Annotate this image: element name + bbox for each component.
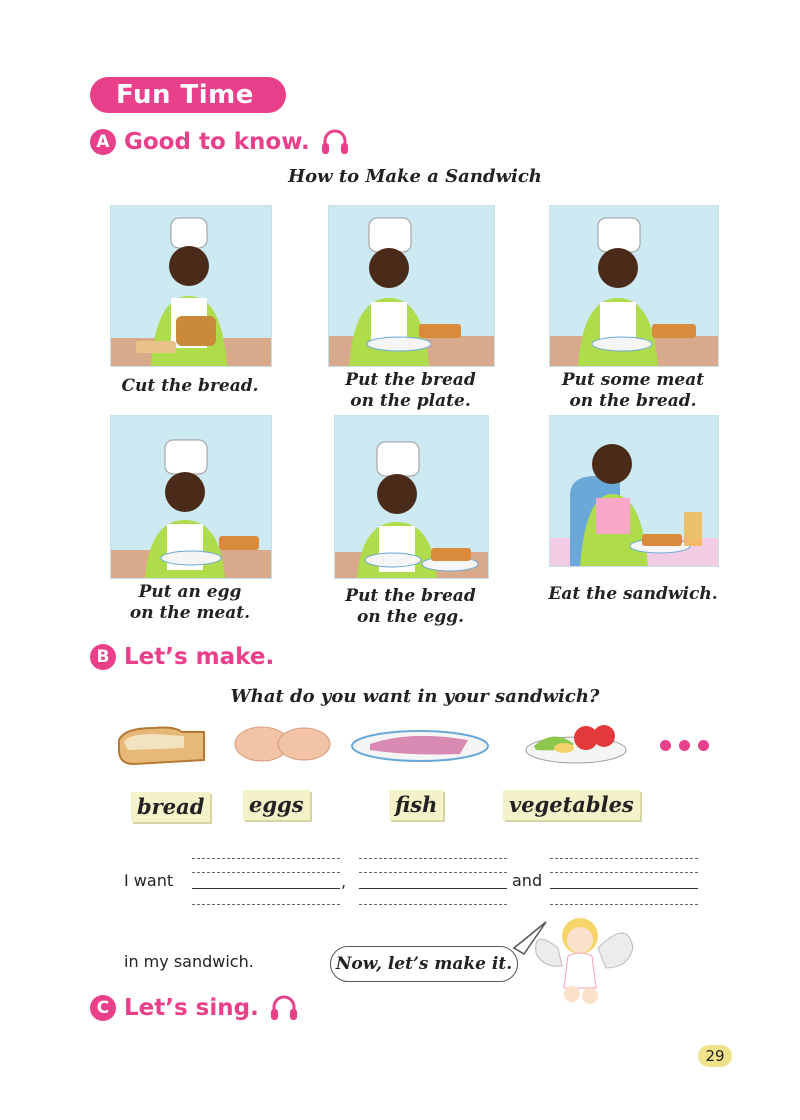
step-caption-2: [318, 370, 503, 412]
section-a-heading: [90, 128, 350, 156]
step-caption-1-line1: Cut the bread.: [121, 376, 259, 396]
section-header-pill: [90, 77, 286, 113]
eggs-image: [232, 724, 332, 764]
section-b-letter: B: [90, 644, 116, 670]
food-label-fish: fish: [389, 790, 443, 820]
headphones-icon[interactable]: [269, 994, 299, 1022]
step-caption-5: [318, 586, 503, 628]
answer-line-3[interactable]: [550, 888, 698, 889]
writing-guide: [359, 858, 507, 859]
page-number: [698, 1045, 732, 1067]
fish-image: [350, 722, 490, 764]
section-a-subtitle: How to Make a Sandwich: [288, 166, 542, 187]
writing-guide: [359, 904, 507, 905]
step-caption-5-line1: Put the bread: [345, 586, 476, 606]
more-dots: [660, 740, 709, 751]
food-label-vegetables: vegetables: [503, 790, 640, 820]
step-caption-1: [100, 376, 280, 397]
step-image-1: [110, 205, 272, 367]
sentence-and: and: [512, 871, 543, 890]
sentence-comma: ,: [341, 872, 347, 891]
step-caption-5-line2: on the egg.: [356, 607, 465, 627]
writing-guide: [192, 904, 340, 905]
step-caption-3-line1: Put some meat: [561, 370, 705, 390]
vegetables-image: [524, 718, 628, 766]
writing-guide: [550, 858, 698, 859]
angel-character: [528, 908, 638, 1008]
section-a-letter: A: [90, 129, 116, 155]
step-caption-6-line1: Eat the sandwich.: [548, 584, 718, 604]
headphones-icon[interactable]: [320, 128, 350, 156]
bread-image: [114, 720, 209, 772]
section-c-letter: C: [90, 995, 116, 1021]
speech-bubble: [330, 946, 518, 982]
section-b-question: What do you want in your sandwich?: [230, 686, 600, 707]
sentence-prefix: I want: [124, 871, 174, 890]
step-caption-4-line2: on the meat.: [129, 603, 251, 623]
step-caption-2-line2: on the plate.: [350, 391, 471, 411]
step-image-3: [549, 205, 719, 367]
step-image-2: [328, 205, 495, 367]
speech-text: Now, let’s make it.: [335, 954, 513, 974]
writing-guide: [550, 904, 698, 905]
step-image-5: [334, 415, 489, 579]
food-label-eggs: eggs: [243, 790, 310, 820]
step-caption-4-line1: Put an egg: [138, 582, 242, 602]
step-image-6: [549, 415, 719, 567]
step-image-4: [110, 415, 272, 579]
step-caption-2-line1: Put the bread: [345, 370, 476, 390]
section-a-title: Good to know.: [124, 129, 310, 155]
writing-guide: [550, 872, 698, 873]
sentence-suffix: in my sandwich.: [124, 952, 254, 971]
answer-line-2[interactable]: [359, 888, 507, 889]
section-c-title: Let’s sing.: [124, 995, 259, 1021]
writing-guide: [192, 858, 340, 859]
step-caption-3: [539, 370, 727, 412]
section-b-title: Let’s make.: [124, 644, 275, 670]
header-title: Fun Time: [116, 80, 254, 110]
section-b-heading: [90, 644, 274, 670]
answer-line-1[interactable]: [192, 888, 340, 889]
step-caption-3-line2: on the bread.: [569, 391, 697, 411]
page-number-text: 29: [705, 1047, 725, 1065]
writing-guide: [192, 872, 340, 873]
section-c-heading: [90, 994, 299, 1022]
writing-guide: [359, 872, 507, 873]
food-label-bread: bread: [131, 792, 210, 822]
step-caption-4: [100, 582, 280, 624]
step-caption-6: [539, 584, 727, 605]
